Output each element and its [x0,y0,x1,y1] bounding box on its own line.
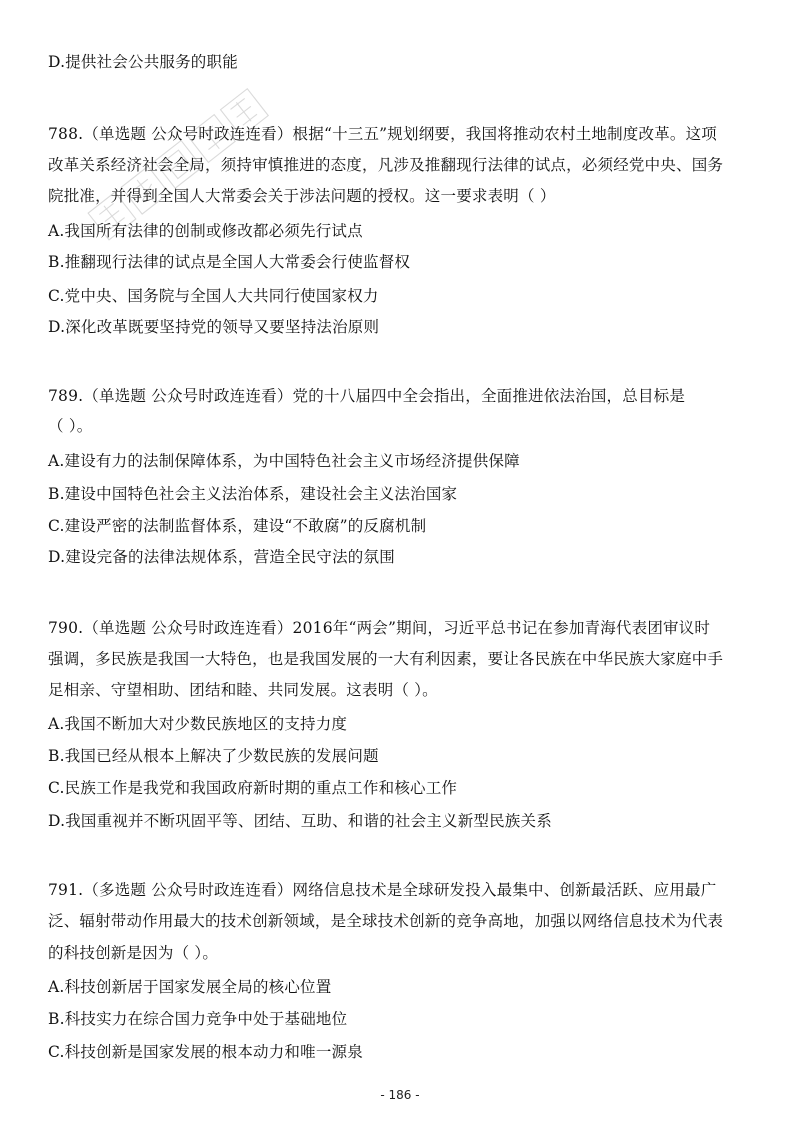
option-b: B.科技实力在综合国力竞争中处于基础地位 [48,1010,348,1028]
option-d: D.我国重视并不断巩固平等、团结、互助、和谐的社会主义新型民族关系 [48,812,552,830]
question-stem-line: 789.（单选题 公众号时政连连看）党的十八届四中全会指出，全面推进依法治国，总目标是 [48,387,686,405]
page-number: - 186 - [380,1088,420,1102]
question-stem-line: 改革关系经济社会全局，须持审慎推进的态度，凡涉及推翻现行法律的试点，必须经党中央、国务 [48,156,724,174]
option-c: C.党中央、国务院与全国人大共同行使国家权力 [48,287,379,305]
question-stem-line: 院批准，并得到全国人大常委会关于涉法问题的授权。这一要求表明（ ） [48,187,556,205]
option-a: A.我国不断加大对少数民族地区的支持力度 [48,715,348,733]
option-b: B.我国已经从根本上解决了少数民族的发展问题 [48,747,379,765]
option-b: B.建设中国特色社会主义法治体系，建设社会主义法治国家 [48,485,458,503]
option-a: A.科技创新居于国家发展全局的核心位置 [48,978,332,996]
option-c: C.民族工作是我党和我国政府新时期的重点工作和核心工作 [48,779,458,797]
option-c: C.科技创新是国家发展的根本动力和唯一源泉 [48,1043,363,1061]
option-c: C.建设严密的法制监督体系，建设“不敢腐”的反腐机制 [48,517,427,535]
question-stem-line: 788.（单选题 公众号时政连连看）根据“十三五”规划纲要，我国将推动农村土地制度改革。这项 [48,125,717,143]
question-stem-line: 的科技创新是因为（ ）。 [48,944,219,962]
option-d: D.建设完备的法律法规体系，营造全民守法的氛围 [48,548,395,566]
previous-question-option-d: D.提供社会公共服务的职能 [48,53,238,71]
question-stem-line: 泛、辐射带动作用最大的技术创新领域，是全球技术创新的竞争高地，加强以网络信息技术为代表 [48,912,724,930]
option-a: A.建设有力的法制保障体系，为中国特色社会主义市场经济提供保障 [48,452,520,470]
question-stem-line: 790.（单选题 公众号时政连连看）2016年“两会”期间，习近平总书记在参加青海代表团审议时 [48,619,711,637]
question-stem-line: （ ）。 [48,417,93,435]
option-d: D.深化改革既要坚持党的领导又要坚持法治原则 [48,318,380,336]
question-stem-line: 791.（多选题 公众号时政连连看）网络信息技术是全球研发投入最集中、创新最活跃、应用最广 [48,881,717,899]
question-stem-line: 强调，多民族是我国一大特色，也是我国发展的一大有利因素，要让各民族在中华民族大家庭中手 [48,650,724,668]
option-b: B.推翻现行法律的试点是全国人大常委会行使监督权 [48,253,411,271]
question-stem-line: 足相亲、守望相助、团结和睦、共同发展。这表明（ ）。 [48,681,438,699]
option-a: A.我国所有法律的创制或修改都必须先行试点 [48,222,363,240]
